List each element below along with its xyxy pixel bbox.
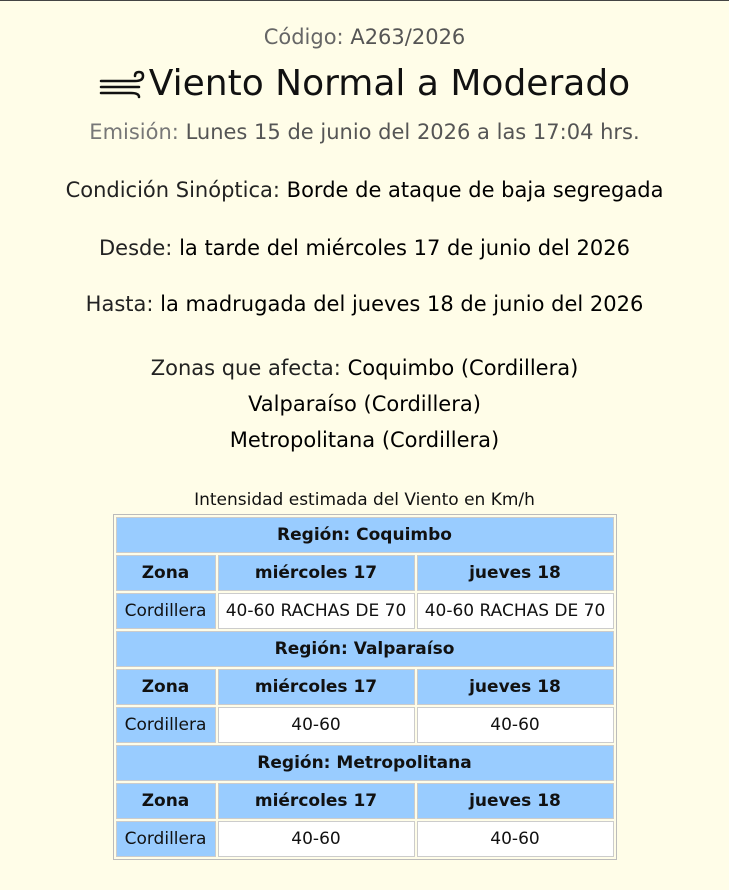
- alert-title: [0, 63, 729, 104]
- table-row: [116, 821, 614, 857]
- desde-line: [0, 236, 729, 260]
- sinoptica-value: Borde de ataque de baja segregada: [286, 178, 664, 202]
- region-row: [116, 517, 614, 553]
- zona-item: Metropolitana (Cordillera): [229, 428, 500, 452]
- header-day1: miércoles 17: [218, 555, 415, 591]
- desde-label: Desde:: [99, 236, 173, 260]
- sinoptica-line: [0, 178, 729, 202]
- zonas-label: Zonas que afecta:: [150, 356, 341, 380]
- table-row: [116, 707, 614, 743]
- desde-value: la tarde del miércoles 17 de junio del 2026: [179, 236, 630, 260]
- hasta-line: [0, 292, 729, 316]
- emision-value: Lunes 15 de junio del 2026 a las 17:04 hrs.: [185, 120, 640, 144]
- wind-intensity-table: [113, 514, 617, 860]
- wind-icon: [99, 69, 147, 99]
- zona-item: Valparaíso (Cordillera): [248, 392, 481, 416]
- value-cell: 40-60 RACHAS DE 70: [417, 593, 614, 629]
- header-day1: miércoles 17: [218, 783, 415, 819]
- zona-item: Coquimbo (Cordillera): [347, 356, 579, 380]
- hasta-label: Hasta:: [85, 292, 154, 316]
- header-zona: Zona: [116, 669, 216, 705]
- region-title: Región: Coquimbo: [116, 517, 614, 553]
- codigo-label: Código:: [263, 25, 344, 49]
- hasta-value: la madrugada del jueves 18 de junio del 2026: [160, 292, 644, 316]
- header-row: [116, 669, 614, 705]
- region-row: [116, 631, 614, 667]
- value-cell: 40-60 RACHAS DE 70: [218, 593, 415, 629]
- value-cell: 40-60: [417, 707, 614, 743]
- codigo-line: [0, 25, 729, 49]
- header-day2: jueves 18: [417, 783, 614, 819]
- header-row: [116, 555, 614, 591]
- header-day2: jueves 18: [417, 555, 614, 591]
- region-row: [116, 745, 614, 781]
- value-cell: 40-60: [218, 821, 415, 857]
- region-title: Región: Metropolitana: [116, 745, 614, 781]
- table-caption: Intensidad estimada del Viento en Km/h: [194, 490, 535, 510]
- zone-cell: Cordillera: [116, 821, 216, 857]
- zone-cell: Cordillera: [116, 707, 216, 743]
- table-row: [116, 593, 614, 629]
- value-cell: 40-60: [218, 707, 415, 743]
- emision-line: [0, 120, 729, 144]
- header-day2: jueves 18: [417, 669, 614, 705]
- header-row: [116, 783, 614, 819]
- region-title: Región: Valparaíso: [116, 631, 614, 667]
- value-cell: 40-60: [417, 821, 614, 857]
- title-text: Viento Normal a Moderado: [148, 63, 631, 104]
- zonas-block: [0, 350, 729, 458]
- sinoptica-label: Condición Sinóptica:: [65, 178, 280, 202]
- header-zona: Zona: [116, 783, 216, 819]
- header-zona: Zona: [116, 555, 216, 591]
- header-day1: miércoles 17: [218, 669, 415, 705]
- zone-cell: Cordillera: [116, 593, 216, 629]
- emision-label: Emisión:: [89, 120, 179, 144]
- codigo-value: A263/2026: [350, 25, 466, 49]
